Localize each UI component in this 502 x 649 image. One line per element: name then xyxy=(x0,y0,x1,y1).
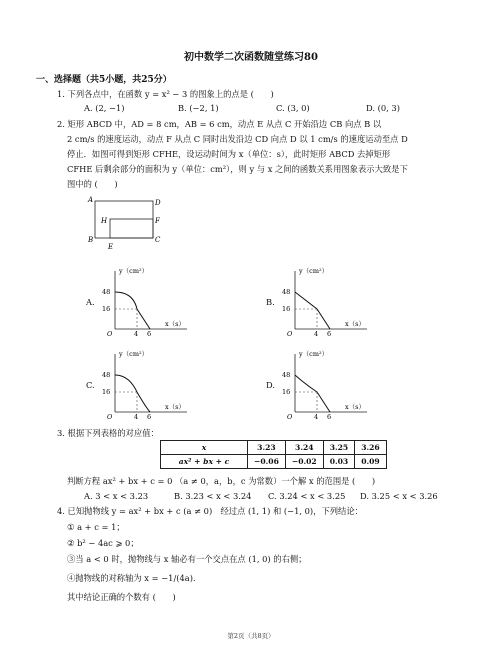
graph-d-xtick-4: 4 xyxy=(314,413,319,420)
graph-a-ytick-48: 48 xyxy=(102,288,111,296)
label-d: D xyxy=(155,199,161,207)
graph-a-label: A. xyxy=(86,297,95,307)
graph-d-xlabel: x（s） xyxy=(345,403,366,411)
label-e: E xyxy=(108,243,114,251)
graph-c-ylabel: y（cm²） xyxy=(119,350,149,358)
graph-b-ytick-16: 16 xyxy=(282,305,291,313)
table-cell: x xyxy=(161,441,248,455)
section-heading: 一、选择题（共5小题，共25分） xyxy=(36,75,172,85)
table-cell: −0.02 xyxy=(285,455,323,469)
graph-a-xtick-6: 6 xyxy=(147,330,152,337)
graph-d-ytick-16: 16 xyxy=(282,388,291,396)
q4-item-3: ③当 a < 0 时，抛物线与 x 轴必有一个交点在点 (1, 0) 的右侧； xyxy=(67,554,307,564)
table-row xyxy=(161,455,387,469)
graph-d-label: D. xyxy=(266,380,275,390)
q2-line-3: 停止．如图可得到矩形 CFHE，设运动时间为 x（单位：s），此时矩形 ABCD 去掉矩形 xyxy=(67,149,391,159)
rectangle-figure xyxy=(85,195,165,251)
q1-option-b: B. (−2, 1) xyxy=(178,103,219,113)
label-c: C xyxy=(155,236,161,244)
q1-option-a: A. (2, −1) xyxy=(84,103,125,113)
graph-c-ytick-48: 48 xyxy=(102,371,111,379)
graph-c-label: C. xyxy=(86,380,95,390)
q1-option-c: C. (3, 0) xyxy=(276,103,310,113)
table-cell: 0.09 xyxy=(355,455,387,469)
table-cell: 3.26 xyxy=(355,441,387,455)
q4-stem: 4. 已知抛物线 y = ax² + bx + c (a ≠ 0) 经过点 (1, 1) 和 (−1, 0)，下列结论： xyxy=(57,506,363,516)
graph-b-origin: O xyxy=(287,330,293,337)
q2-line-4: CFHE 后剩余部分的面积为 y（单位：cm²），则 y 与 x 之间的函数关系用图象表示大致是下 xyxy=(67,164,408,174)
graph-b-xlabel: x（s） xyxy=(345,320,366,328)
q3-stem: 3. 根据下列表格的对应值： xyxy=(57,428,159,438)
graph-a-origin: O xyxy=(107,330,113,337)
label-a: A xyxy=(88,196,94,204)
graph-a-xlabel: x（s） xyxy=(165,320,186,328)
graph-c-xtick-4: 4 xyxy=(134,413,139,420)
q3-line-2: 判断方程 ax² + bx + c = 0 （a ≠ 0，a，b，c 为常数）一个解 x 的范围是 ( ) xyxy=(67,476,376,486)
q3-table xyxy=(160,440,387,469)
q2-line-2: 2 cm/s 的速度运动，动点 F 从点 C 同时出发沿边 CD 向点 D 以 1 cm/s 的速度运动至点 D xyxy=(67,134,408,144)
graph-b xyxy=(275,265,375,337)
graph-b-xtick-6: 6 xyxy=(327,330,332,337)
graph-d xyxy=(275,348,375,420)
label-b: B xyxy=(88,236,94,244)
q3-option-a: A. 3 < x < 3.23 xyxy=(84,491,149,501)
graph-c-xtick-6: 6 xyxy=(147,413,152,420)
q1-option-d: D. (0, 3) xyxy=(366,103,400,113)
graph-b-ylabel: y（cm²） xyxy=(299,267,329,275)
graph-b-xtick-4: 4 xyxy=(314,330,319,337)
graph-d-ytick-48: 48 xyxy=(282,371,291,379)
q2-line-1: 2. 矩形 ABCD 中，AD = 8 cm，AB = 6 cm，动点 E 从点 C 开始沿边 CB 向点 B 以 xyxy=(57,119,382,129)
graph-d-xtick-6: 6 xyxy=(327,413,332,420)
table-cell: −0.06 xyxy=(248,455,286,469)
q2-line-5: 图中的 ( ) xyxy=(67,179,118,189)
q4-item-2: ② b² − 4ac ⩾ 0； xyxy=(67,538,139,548)
label-h: H xyxy=(101,217,108,225)
q3-option-c: C. 3.24 < x < 3.25 xyxy=(268,491,346,501)
table-row xyxy=(161,441,387,455)
q1-stem: 1. 下列各点中，在函数 y = x² − 3 的图象上的点是 ( ) xyxy=(57,89,274,99)
graph-a-ylabel: y（cm²） xyxy=(119,267,149,275)
graph-b-label: B. xyxy=(266,297,275,307)
q4-item-4: ④抛物线的对称轴为 x = −1/(4a)． xyxy=(67,573,202,583)
graph-d-ylabel: y（cm²） xyxy=(299,350,329,358)
q4-item-1: ① a + c = 1； xyxy=(67,522,125,532)
q3-option-d: D. 3.25 < x < 3.26 xyxy=(360,491,438,501)
graph-a-ytick-16: 16 xyxy=(102,305,111,313)
q3-option-b: B. 3.23 < x < 3.24 xyxy=(174,491,252,501)
graph-c xyxy=(95,348,195,420)
table-cell: 3.25 xyxy=(323,441,355,455)
graph-c-origin: O xyxy=(107,413,113,420)
page-title: 初中数学二次函数随堂练习80 xyxy=(184,52,318,63)
graph-d-origin: O xyxy=(287,413,293,420)
graph-c-xlabel: x（s） xyxy=(165,403,186,411)
table-cell: ax² + bx + c xyxy=(161,455,248,469)
graph-a xyxy=(95,265,195,337)
graph-a-xtick-4: 4 xyxy=(134,330,139,337)
table-cell: 3.24 xyxy=(285,441,323,455)
table-cell: 3.23 xyxy=(248,441,286,455)
page-footer: 第2页（共8页） xyxy=(227,632,275,640)
table-cell: 0.03 xyxy=(323,455,355,469)
q4-last-line: 其中结论正确的个数有 ( ) xyxy=(67,592,176,602)
graph-c-ytick-16: 16 xyxy=(102,388,111,396)
label-f: F xyxy=(155,217,160,225)
graph-b-ytick-48: 48 xyxy=(282,288,291,296)
